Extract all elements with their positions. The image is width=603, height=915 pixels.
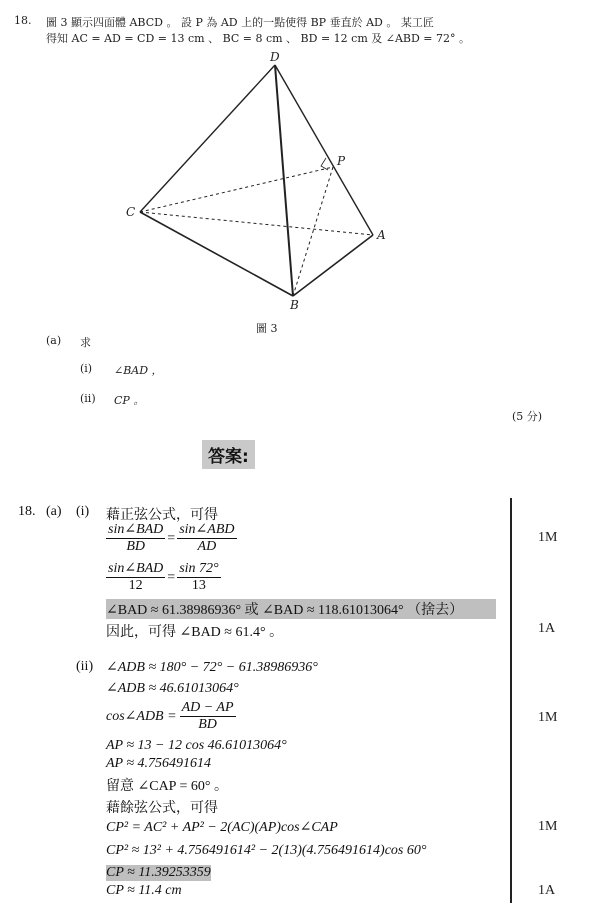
cos-adb-formula bbox=[106, 700, 236, 733]
vertex-label-A: A bbox=[377, 228, 386, 242]
fraction-numerator: sin∠BAD bbox=[108, 522, 164, 537]
mark-column-divider bbox=[510, 498, 512, 903]
sine-rule-formula: $\frac{\text{sin∠BAD}}{BD}$ = $\frac{\text{sin∠ABD}}{AD}$ bbox=[108, 522, 235, 554]
fraction-numerator: sin∠ABD bbox=[179, 522, 235, 537]
answer-part-i-label: (i) bbox=[76, 504, 90, 519]
vertex-label-D: D bbox=[270, 50, 280, 64]
fraction-numerator: sin 72° bbox=[179, 561, 219, 576]
part-ii-text: CP 。 bbox=[114, 394, 145, 407]
angle-bad-solutions: ∠BAD ≈ 61.38986936° 或 ∠BAD ≈ 118.61013064° （捨去） bbox=[106, 599, 496, 619]
angle-bad-result: 因此，可得 ∠BAD ≈ 61.4° 。 bbox=[106, 625, 284, 640]
ii-line-2: ∠ADB ≈ 46.61013064° bbox=[106, 681, 239, 696]
edge-DA bbox=[275, 65, 373, 235]
question-line-1: 圖 3 顯示四面體 ABCD 。 設 P 為 AD 上的一點使得 BP 垂直於 AD 。 某工匠 bbox=[46, 16, 434, 29]
edge-DC bbox=[140, 65, 275, 212]
fraction-denominator: AD bbox=[197, 539, 217, 554]
figure-caption: 圖 3 bbox=[256, 322, 278, 335]
ii-line-7: 藉餘弦公式，可得 bbox=[106, 801, 218, 816]
edge-BA bbox=[293, 235, 373, 296]
cp-unrounded: CP ≈ 11.39253359 bbox=[106, 865, 211, 880]
question-line-2: 得知 AC = AD = CD = 13 cm 、 BC = 8 cm 、 BD = 12 cm 及 ∠ABD = 72° 。 bbox=[46, 32, 471, 45]
part-ii-label: (ii) bbox=[80, 392, 96, 405]
ii-line-5: AP ≈ 4.756491614 bbox=[106, 756, 212, 771]
answer-part-a: (a) bbox=[46, 504, 62, 519]
sine-rule-substitution: $\frac{\text{sin∠BAD}}{12}$ = $\frac{\sin 72^\circ}{13}$ bbox=[108, 561, 219, 593]
cosine-rule-formula: CP² = AC² + AP² − 2(AC)(AP)cos∠CAP bbox=[106, 820, 338, 835]
marks-total: (5 分) bbox=[512, 410, 543, 423]
cos-adb-left: cos∠ADB = bbox=[106, 709, 177, 724]
mark-5: 1A bbox=[538, 883, 556, 898]
mark-1: 1M bbox=[538, 530, 558, 545]
segment-CP bbox=[140, 167, 333, 212]
vertex-label-C: C bbox=[126, 205, 136, 219]
part-i-label: (i) bbox=[80, 362, 93, 375]
vertex-label-B: B bbox=[290, 298, 299, 312]
answer-header: 答案: bbox=[202, 440, 255, 469]
answer-part-ii-label: (ii) bbox=[76, 659, 94, 674]
fraction-numerator: sin∠BAD bbox=[108, 561, 164, 576]
cp-result: CP ≈ 11.4 cm bbox=[106, 883, 182, 898]
mark-4: 1M bbox=[538, 819, 558, 834]
fraction-denominator: 13 bbox=[191, 578, 206, 593]
vertex-label-P: P bbox=[337, 154, 346, 168]
tetrahedron-figure bbox=[0, 0, 603, 330]
question-number: 18. bbox=[14, 14, 32, 27]
part-a-label: (a) bbox=[46, 334, 62, 347]
fraction-denominator: BD bbox=[126, 539, 145, 554]
part-a-text: 求 bbox=[80, 336, 91, 349]
fraction-numerator: AD − AP bbox=[181, 700, 234, 715]
mark-3: 1M bbox=[538, 710, 558, 725]
ii-line-4: AP ≈ 13 − 12 cos 46.61013064° bbox=[106, 738, 287, 753]
answer-number: 18. bbox=[18, 504, 36, 519]
fraction-denominator: BD bbox=[198, 717, 217, 732]
segment-BP bbox=[293, 167, 333, 296]
part-i-text: ∠BAD ， bbox=[114, 364, 163, 377]
edge-CB bbox=[140, 212, 293, 296]
mark-2: 1A bbox=[538, 621, 556, 636]
fraction-denominator: 12 bbox=[128, 578, 143, 593]
edge-DB bbox=[275, 65, 293, 296]
cosine-rule-substitution: CP² ≈ 13² + 4.756491614² − 2(13)(4.756491614)cos 60° bbox=[106, 843, 427, 858]
answer-i-intro: 藉正弦公式，可得 bbox=[106, 508, 218, 523]
ii-line-6: 留意 ∠CAP = 60° 。 bbox=[106, 779, 228, 794]
ii-line-1: ∠ADB ≈ 180° − 72° − 61.38986936° bbox=[106, 660, 318, 675]
